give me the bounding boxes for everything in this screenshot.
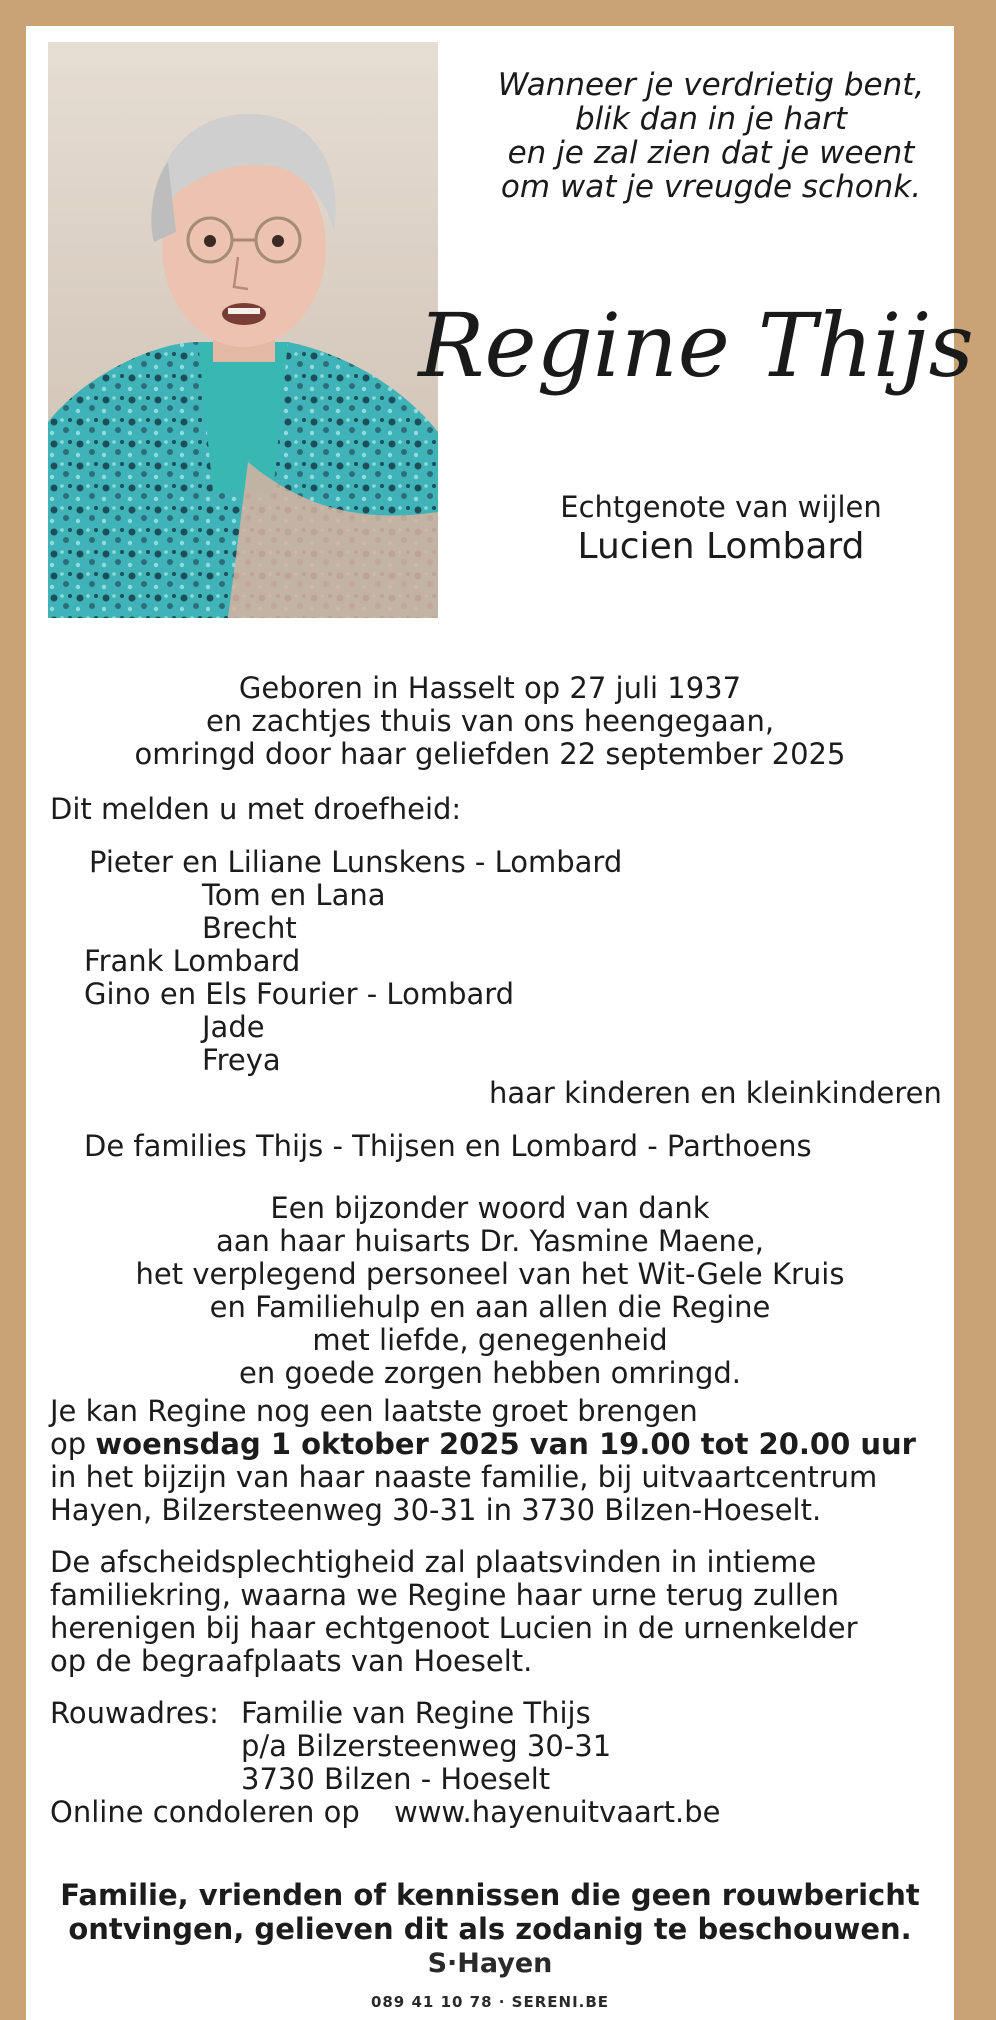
thanks-line: en Familiehulp en aan allen die Regine [209, 1290, 771, 1324]
family-member: Brecht [202, 911, 297, 945]
funeral-home-logo: S·Hayen [427, 1948, 553, 1979]
poem-line: blik dan in je hart [574, 101, 848, 137]
visit-line: in het bijzijn van haar naaste familie, bij uitvaartcentrum [50, 1460, 878, 1494]
thanks-line: aan haar huisarts Dr. Yasmine Maene, [216, 1224, 764, 1258]
family-member: Freya [202, 1043, 281, 1077]
notice-message [52, 1878, 928, 1946]
address-line: p/a Bilzersteenweg 30-31 [241, 1729, 612, 1763]
poem-line: en je zal zien dat je weent [507, 135, 915, 171]
obituary-card [26, 26, 974, 2020]
portrait-photo [48, 42, 438, 618]
ceremony-info [50, 1546, 858, 1678]
address-label: Rouwadres: [50, 1696, 219, 1730]
poem-line: om wat je vreugde schonk. [500, 169, 922, 205]
notice-line: Familie, vrienden of kennissen die geen rouwbericht [60, 1878, 920, 1912]
extended-families: De families Thijs - Thijsen en Lombard - Parthoens [84, 1129, 812, 1163]
thanks-line: het verplegend personeel van het Wit-Gele Kruis [135, 1257, 845, 1291]
poem-line: Wanneer je verdrietig bent, [497, 67, 925, 103]
spouse-name: Lucien Lombard [577, 526, 865, 567]
born-line: omringd door haar geliefden 22 september 2025 [134, 737, 846, 771]
address-line: Familie van Regine Thijs [241, 1696, 591, 1730]
thanks-message [52, 1192, 928, 1390]
name-signature [418, 276, 974, 426]
family-relation: haar kinderen en kleinkinderen [489, 1076, 942, 1110]
visit-line [50, 1428, 916, 1461]
visit-prefix: op [50, 1427, 96, 1461]
visit-line: Je kan Regine nog een laatste groet brengen [50, 1394, 698, 1428]
ceremony-line: op de begraafplaats van Hoeselt. [50, 1644, 533, 1678]
address-line: 3730 Bilzen - Hoeselt [241, 1762, 551, 1796]
ceremony-line: familiekring, waarna we Regine haar urne terug zullen [50, 1578, 840, 1612]
thanks-line: met liefde, genegenheid [312, 1323, 668, 1357]
thanks-line: Een bijzonder woord van dank [270, 1191, 710, 1225]
born-line: Geboren in Hasselt op 27 juli 1937 [238, 671, 742, 705]
signature-svg [418, 276, 974, 426]
ceremony-line: herenigen bij haar echtgenoot Lucien in de urnenkelder [50, 1611, 858, 1645]
born-line: en zachtjes thuis van ons heengegaan, [205, 704, 775, 738]
family-member: Jade [202, 1010, 265, 1044]
poem [446, 68, 976, 204]
family-member: Pieter en Liliane Lunskens - Lombard [89, 845, 623, 879]
family-member: Frank Lombard [84, 944, 301, 978]
condolence-link[interactable]: www.hayenuitvaart.be [394, 1795, 721, 1829]
ceremony-line: De afscheidsplechtigheid zal plaatsvinden in intieme [50, 1545, 817, 1579]
spouse-label: Echtgenote van wijlen [560, 490, 882, 524]
condolence-label: Online condoleren op [50, 1795, 360, 1829]
family-member: Gino en Els Fourier - Lombard [84, 977, 515, 1011]
birth-death-info [52, 672, 928, 771]
funeral-home-contact: 089 41 10 78 · SERENI.BE [370, 1993, 610, 2011]
signature-text: Regine Thijs [418, 294, 974, 397]
portrait-illustration [48, 42, 438, 618]
thanks-line: en goede zorgen hebben omringd. [239, 1356, 741, 1390]
visit-datetime: woensdag 1 oktober 2025 van 19.00 tot 20.00 uur [95, 1427, 916, 1461]
announcement-intro: Dit melden u met droefheid: [50, 792, 462, 826]
visit-line: Hayen, Bilzersteenweg 30-31 in 3730 Bilzen-Hoeselt. [50, 1493, 822, 1527]
notice-line: ontvingen, gelieven dit als zodanig te beschouwen. [68, 1912, 912, 1946]
visitation-info [50, 1395, 916, 1527]
family-member: Tom en Lana [202, 878, 386, 912]
